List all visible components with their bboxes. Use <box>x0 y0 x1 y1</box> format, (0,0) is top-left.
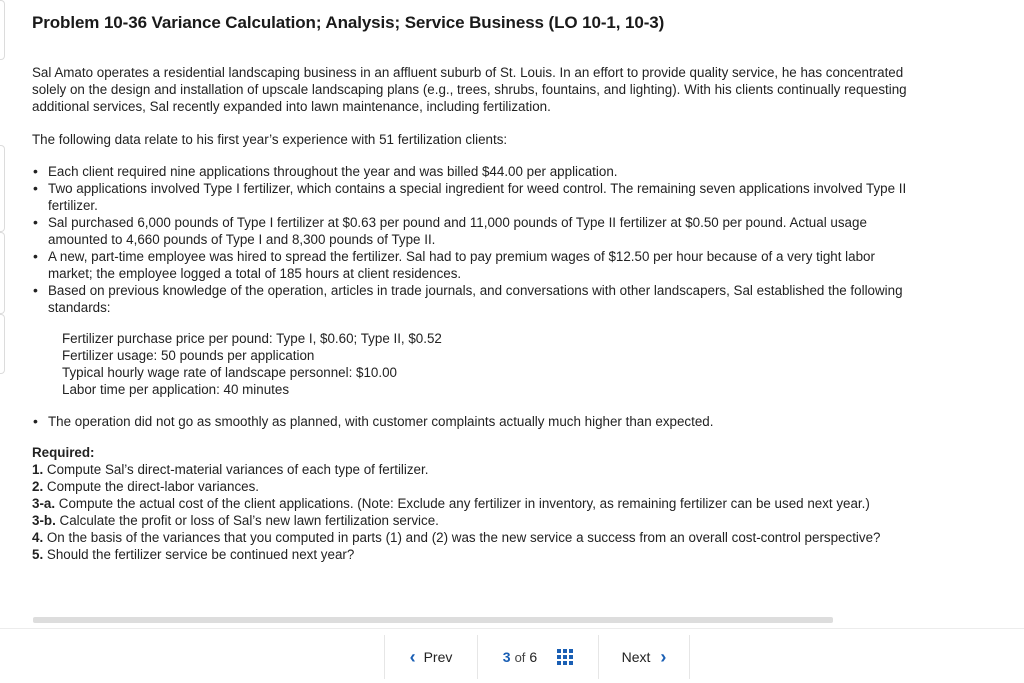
standard-line: Fertilizer usage: 50 pounds per application <box>62 348 315 363</box>
required-item <box>32 512 912 529</box>
list-item: • A new, part-time employee was hired to spread the fertilizer. Sal had to pay premium wages of $12.50 per hour because of a very tight labor market; the employee logged a total of 185 hours at client residences. <box>32 248 912 282</box>
chevron-right-icon: › <box>660 647 667 667</box>
required-item <box>32 546 912 563</box>
item-text: Compute Sal’s direct-material variances of each type of fertilizer. <box>43 462 429 477</box>
total-pages: 6 <box>529 649 538 665</box>
list-item: • Two applications involved Type I fertilizer, which contains a special ingredient for weed control. The remaining seven applications involved Type II fertilizer. <box>32 180 912 214</box>
grid-icon[interactable] <box>557 649 573 665</box>
item-number: 1. <box>32 462 44 477</box>
divider <box>689 635 690 679</box>
standard-line: Fertilizer purchase price per pound: Type I, $0.60; Type II, $0.52 <box>62 331 442 346</box>
required-item <box>32 529 912 546</box>
next-label: Next <box>621 649 651 665</box>
left-rail <box>0 0 4 683</box>
rail-tab[interactable] <box>0 145 5 232</box>
chevron-left-icon: ‹ <box>409 647 416 667</box>
item-number: 2. <box>32 479 44 494</box>
item-text: Calculate the profit or loss of Sal’s new lawn fertilization service. <box>55 513 439 528</box>
lead-paragraph: The following data relate to his first year’s experience with 51 fertilization clients: <box>32 132 508 147</box>
rail-tab[interactable] <box>0 0 5 60</box>
horizontal-scrollbar[interactable] <box>33 617 833 623</box>
of-label: of <box>514 649 526 665</box>
item-number: 5. <box>32 547 44 562</box>
item-text: Compute the direct-labor variances. <box>43 479 260 494</box>
pagination-bar <box>384 631 690 683</box>
item-number: 4. <box>32 530 44 545</box>
rail-tab[interactable] <box>0 232 5 314</box>
item-number: 3-b. <box>32 513 56 528</box>
page-title: Problem 10-36 Variance Calculation; Analysis; Service Business (LO 10-1, 10-3) <box>32 13 665 32</box>
data-bullets <box>32 163 912 316</box>
item-text: On the basis of the variances that you computed in parts (1) and (2) was the new service a success from an overall cost-control perspective? <box>43 530 881 545</box>
required-section <box>32 444 912 563</box>
intro-paragraph: Sal Amato operates a residential landscaping business in an affluent suburb of St. Louis. In an effort to provide quality service, he has concentrated solely on the design and installation of upscale landscaping plans (e.g., trees, shrubs, fountains, and lighting). With his clients continually requesting additional services, Sal recently expanded into lawn maintenance, including fertilization. <box>32 65 907 114</box>
item-text: Compute the actual cost of the client applications. (Note: Exclude any fertilizer in inventory, as remaining fertilizer can be used next year.) <box>55 496 870 511</box>
list-item: • The operation did not go as smoothly as planned, with customer complaints actually much higher than expected. <box>32 413 912 430</box>
required-item <box>32 495 912 512</box>
page-position <box>478 649 598 665</box>
item-number: 3-a. <box>32 496 56 511</box>
required-item <box>32 461 912 478</box>
required-item <box>32 478 912 495</box>
list-item: • Each client required nine applications throughout the year and was billed $44.00 per application. <box>32 163 912 180</box>
standards-block <box>62 330 442 398</box>
rail-tab[interactable] <box>0 314 5 374</box>
current-page: 3 <box>502 649 511 665</box>
prev-label: Prev <box>423 649 453 665</box>
item-text: Should the fertilizer service be continued next year? <box>43 547 355 562</box>
next-button[interactable] <box>599 648 689 666</box>
prev-button[interactable] <box>385 648 477 666</box>
list-item: • Sal purchased 6,000 pounds of Type I fertilizer at $0.63 per pound and 11,000 pounds of Type II fertilizer at $0.50 per pound. Actual usage amounted to 4,660 pounds of Type I and 8,300 pounds of Type II. <box>32 214 912 248</box>
required-heading: Required: <box>32 445 95 460</box>
final-bullet-list <box>32 413 912 430</box>
standard-line: Typical hourly wage rate of landscape personnel: $10.00 <box>62 365 397 380</box>
footer-divider <box>0 628 1024 629</box>
standard-line: Labor time per application: 40 minutes <box>62 382 290 397</box>
list-item: • Based on previous knowledge of the operation, articles in trade journals, and conversations with other landscapers, Sal established the following standards: <box>32 282 912 316</box>
